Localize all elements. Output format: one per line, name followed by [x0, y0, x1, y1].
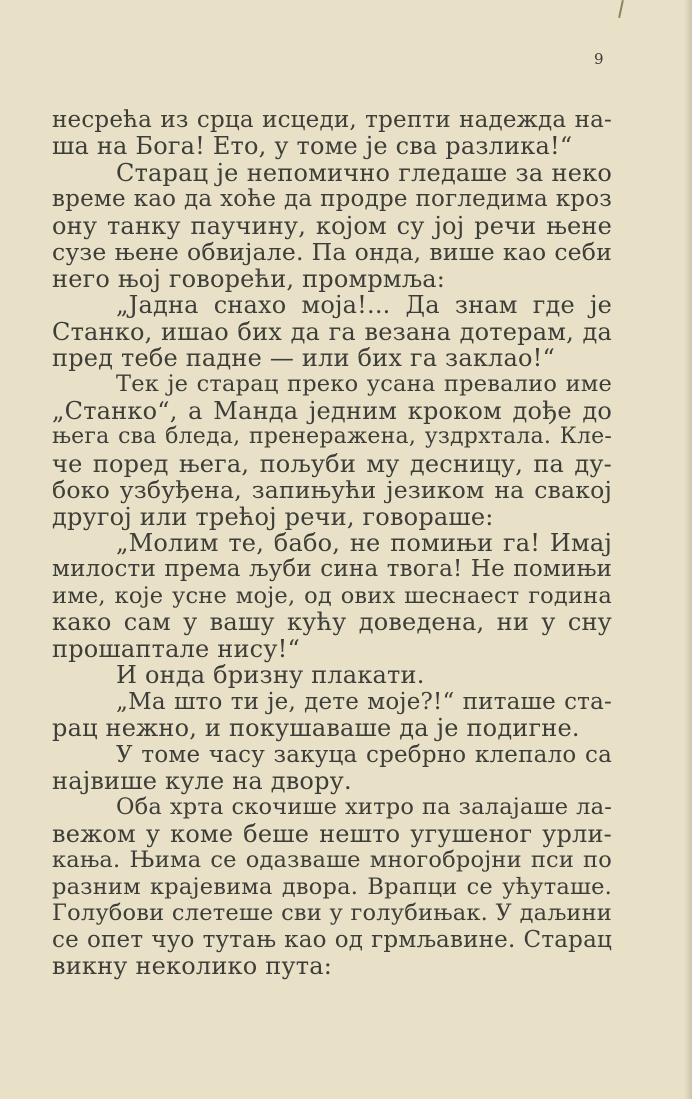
paragraph: [52, 371, 612, 530]
text-line: сузе њене обвијале. Па онда, више као себи: [52, 238, 612, 267]
text-line: прошаптале нису!“: [52, 634, 300, 663]
text-line: У томе часу закуца сребрно клепало са: [116, 741, 612, 768]
text-line: име, које усне моје, од ових шеснаест година: [52, 582, 612, 609]
text-line: највише куле на двору.: [52, 766, 352, 795]
text-line: Оба хрта скочише хитро па залајаше ла-: [116, 794, 612, 821]
text-line: Старац је непомично гледаше за неко: [116, 158, 612, 187]
ink-mark: [618, 0, 624, 18]
text-line: „Ма што ти је, дете моје?!“ питаше ста-: [116, 688, 612, 715]
text-line: ону танку паучину, којом су јој речи њене: [52, 211, 612, 240]
body-text: [52, 107, 612, 979]
text-line: боко узбуђена, запињући језиком на свакој: [52, 476, 612, 505]
page-edge-shadow: [684, 0, 692, 1099]
page-number: 9: [594, 50, 604, 68]
paragraph: [52, 530, 612, 662]
paragraph: [52, 107, 612, 160]
text-line: рац нежно, и покушаваше да је подигне.: [52, 714, 580, 743]
text-line: њега сва бледа, пренеражена, уздрхтала. Кле-: [52, 424, 612, 450]
text-line: како сам у вашу кућу доведена, ни у сну: [52, 608, 612, 637]
text-line: че поред њега, пољуби му десницу, па ду-: [52, 449, 612, 478]
paragraph: [52, 742, 612, 795]
paragraph: [52, 160, 612, 292]
paragraph: [52, 662, 612, 688]
text-line: „Станко“, а Манда једним кроком дође до: [52, 396, 612, 425]
text-line: пред тебе падне — или бих га заклао!“: [52, 343, 555, 372]
text-line: викну неколико пута:: [52, 952, 333, 980]
text-line: И онда бризну плакати.: [116, 661, 425, 690]
text-line: него њој говорећи, промрмља:: [52, 264, 446, 293]
text-line: несрећа из срца исцеди, трепти надежда на-: [52, 107, 612, 133]
text-line: милости према љуби сина твога! Не помињи: [52, 556, 612, 583]
text-line: вежом у коме беше нешто угушеног урли-: [52, 819, 612, 848]
paragraph: [52, 292, 612, 371]
text-line: се опет чуо тутањ као од грмљавине. Старац: [52, 926, 612, 953]
text-line: Станко, ишао бих да га везана дотерам, да: [52, 317, 612, 346]
text-line: „Јадна снахо моја!... Да знам где је: [116, 291, 612, 320]
text-line: кања. Њима се одазваше многобројни пси по: [52, 847, 612, 874]
text-line: Голубови слетеше сви у голубињак. У даљини: [52, 900, 612, 927]
text-line: другој или трећој речи, говораше:: [52, 502, 494, 531]
paragraph: [52, 689, 612, 742]
paragraph: [52, 794, 612, 979]
text-line: разним крајевима двора. Врапци се ућуташе.: [52, 873, 612, 900]
text-line: ша на Бога! Ето, у томе је сва разлика!“: [52, 132, 573, 161]
text-line: Тек је старац преко усана превалио име: [116, 371, 612, 398]
text-line: „Молим те, бабо, не помињи га! Имај: [116, 529, 612, 557]
text-line: време као да хоће да продре погледима кроз: [52, 186, 612, 213]
